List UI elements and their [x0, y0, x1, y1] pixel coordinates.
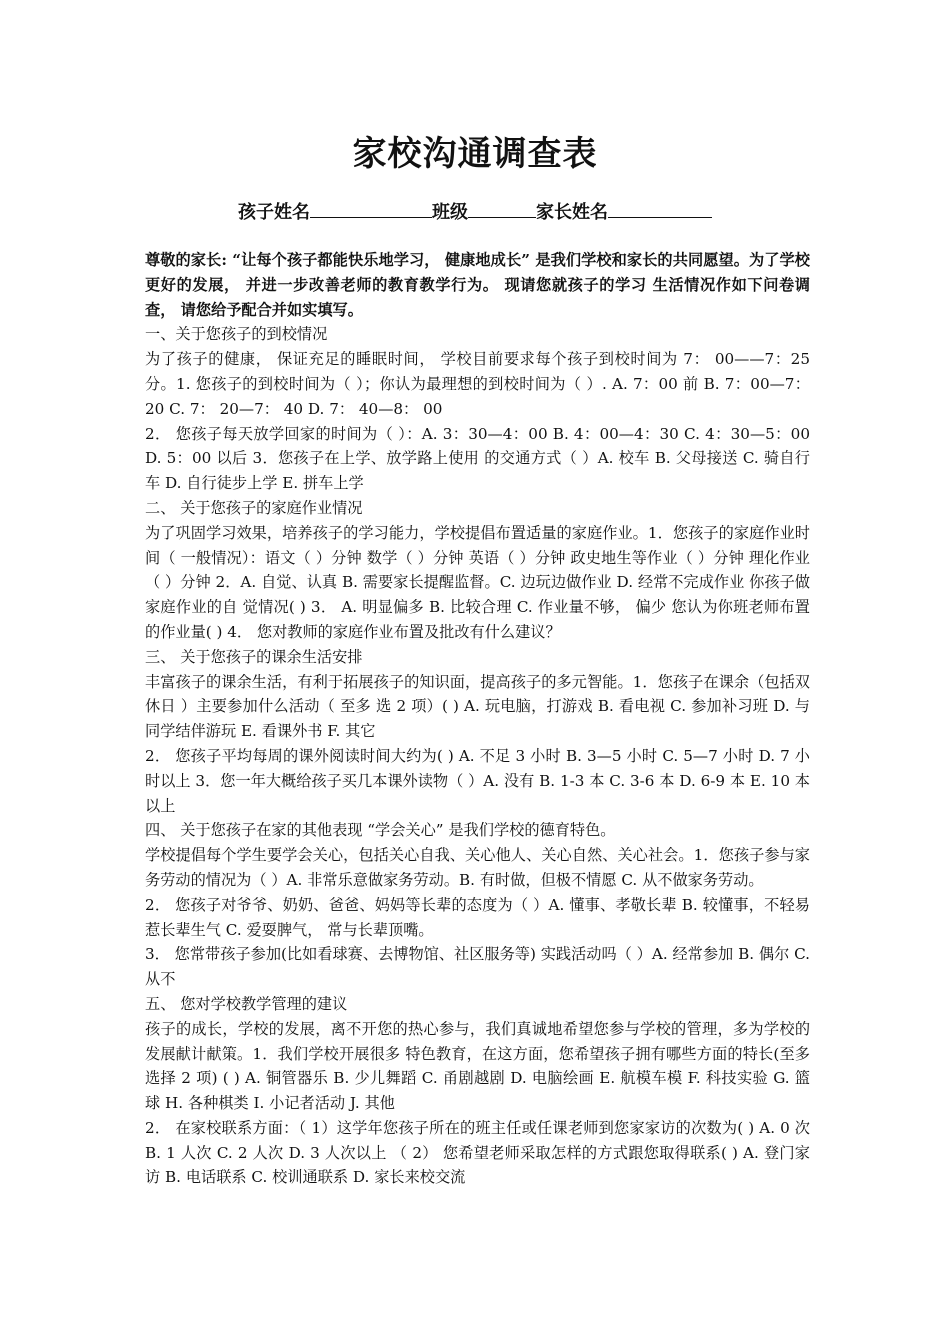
survey-body: [145, 248, 810, 1190]
section-paragraph: 孩子的成长，学校的发展，离不开您的热心参与，我们真诚地希望您参与学校的管理，多为学校的发展献计献策。1．我们学校开展很多 特色教育，在这方面，您希望孩子拥有哪些方面的特长(至多 选择 2 项) ( ) A. 铜管器乐 B. 少儿舞蹈 C. 甬剧越剧 D. 电脑绘画 E. 航模车模 F. 科技实验 G. 篮 球 H. 各种棋类 I. 小记者活动 J. 其他: [145, 1019, 810, 1113]
section-paragraph: 为了巩固学习效果，培养孩子的学习能力，学校提倡布置适量的家庭作业。1．您孩子的家庭作业时间（ 一般情况）：语文（ ）分钟 数学（ ）分钟 英语（ ）分钟 政史地生等作业（ ）分钟 理化作业（ ）分钟 2．A. 自觉、认真 B. 需要家长提醒监督。C. 边玩边做作业 D. 经常不完成作业 你孩子做家庭作业的自 觉情况( ) 3． A. 明显偏多 B. 比较合理 C. 作业量不够， 偏少 您认为你班老师布置的作业量( ) 4． 您对教师的家庭作业布置及批改有什么建议？: [145, 523, 810, 641]
section-heading-3: 三、 关于您孩子的课余生活安排: [145, 647, 363, 666]
class-label: 班级: [432, 202, 468, 223]
section-heading-2: 二、 关于您孩子的家庭作业情况: [145, 498, 363, 517]
section-paragraph: 3． 您常带孩子参加(比如看球赛、去博物馆、社区服务等) 实践活动吗（ ）A. 经常参加 B. 偶尔 C. 从不: [145, 945, 810, 989]
parent-name-blank: [608, 199, 712, 218]
info-line: [0, 198, 950, 224]
section-paragraph: 为了孩子的健康， 保证充足的睡眠时间， 学校目前要求每个孩子到校时间为 7： 00——7：25 分。1. 您孩子的到校时间为（ ）；你认为最理想的到校时间为（ ）. A. 7：00 前 B. 7：00—7： 20 C. 7： 20—7： 40 D. 7： 40—8： 00: [145, 350, 810, 418]
class-blank: [468, 199, 536, 218]
section-heading-5: 五、 您对学校教学管理的建议: [145, 994, 348, 1013]
child-name-label: 孩子姓名: [238, 202, 310, 223]
child-name-blank: [310, 199, 432, 218]
section-paragraph: 丰富孩子的课余生活，有利于拓展孩子的知识面，提高孩子的多元智能。1．您孩子在课余（包括双休日 ）主要参加什么活动（ 至多 选 2 项）( ) A. 玩电脑，打游戏 B. 看电视 C. 参加补习班 D. 与同学结伴游玩 E. 看课外书 F. 其它: [145, 672, 810, 741]
intro-paragraph: 尊敬的家长: “让每个孩子都能快乐地学习， 健康地成长” 是我们学校和家长的共同愿望。为了学校更好的发展， 并进一步改善老师的教育教学行为。 现请您就孩子的学习 生活情况作如下问卷调查， 请您给予配合并如实填写。: [145, 251, 810, 319]
section-heading-4: 四、 关于您孩子在家的其他表现 “学会关心” 是我们学校的德育特色。: [145, 821, 616, 840]
section-paragraph: 2． 您孩子每天放学回家的时间为（ ）：A. 3：30—4：00 B. 4：00—4：30 C. 4：30—5：00 D. 5：00 以后 3．您孩子在上学、放学路上使用 的交通方式（ ）A. 校车 B. 父母接送 C. 骑自行车 D. 自行徒步上学 E. 拼车上学: [145, 424, 810, 493]
parent-name-label: 家长姓名: [536, 202, 608, 223]
section-paragraph: 2． 您孩子对爷爷、奶奶、爸爸、妈妈等长辈的态度为（ ）A. 懂事、孝敬长辈 B. 较懂事，不轻易惹长辈生气 C. 爱耍脾气， 常与长辈顶嘴。: [145, 895, 810, 939]
section-heading-1: 一、关于您孩子的到校情况: [145, 325, 328, 344]
section-paragraph: 2． 您孩子平均每周的课外阅读时间大约为( ) A. 不足 3 小时 B. 3—5 小时 C. 5—7 小时 D. 7 小时以上 3．您一年大概给孩子买几本课外读物（ ）A. 没有 B. 1-3 本 C. 3-6 本 D. 6-9 本 E. 10 本以上: [145, 746, 810, 815]
section-paragraph: 学校提倡每个学生要学会关心，包括关心自我、关心他人、关心自然、关心社会。1．您孩子参与家务劳动的情况为（ ）A. 非常乐意做家务劳动。B. 有时做，但极不情愿 C. 从不做家务劳动。: [145, 846, 810, 889]
section-paragraph: 2． 在家校联系方面：（ 1）这学年您孩子所在的班主任或任课老师到您家家访的次数为( ) A. 0 次 B. 1 人次 C. 2 人次 D. 3 人次以上 （ 2） 您希望老师采取怎样的方式跟您取得联系( ) A. 登门家访 B. 电话联系 C. 校训通联系 D. 家长来校交流: [145, 1118, 810, 1187]
document-title: 家校沟通调查表: [352, 134, 598, 174]
